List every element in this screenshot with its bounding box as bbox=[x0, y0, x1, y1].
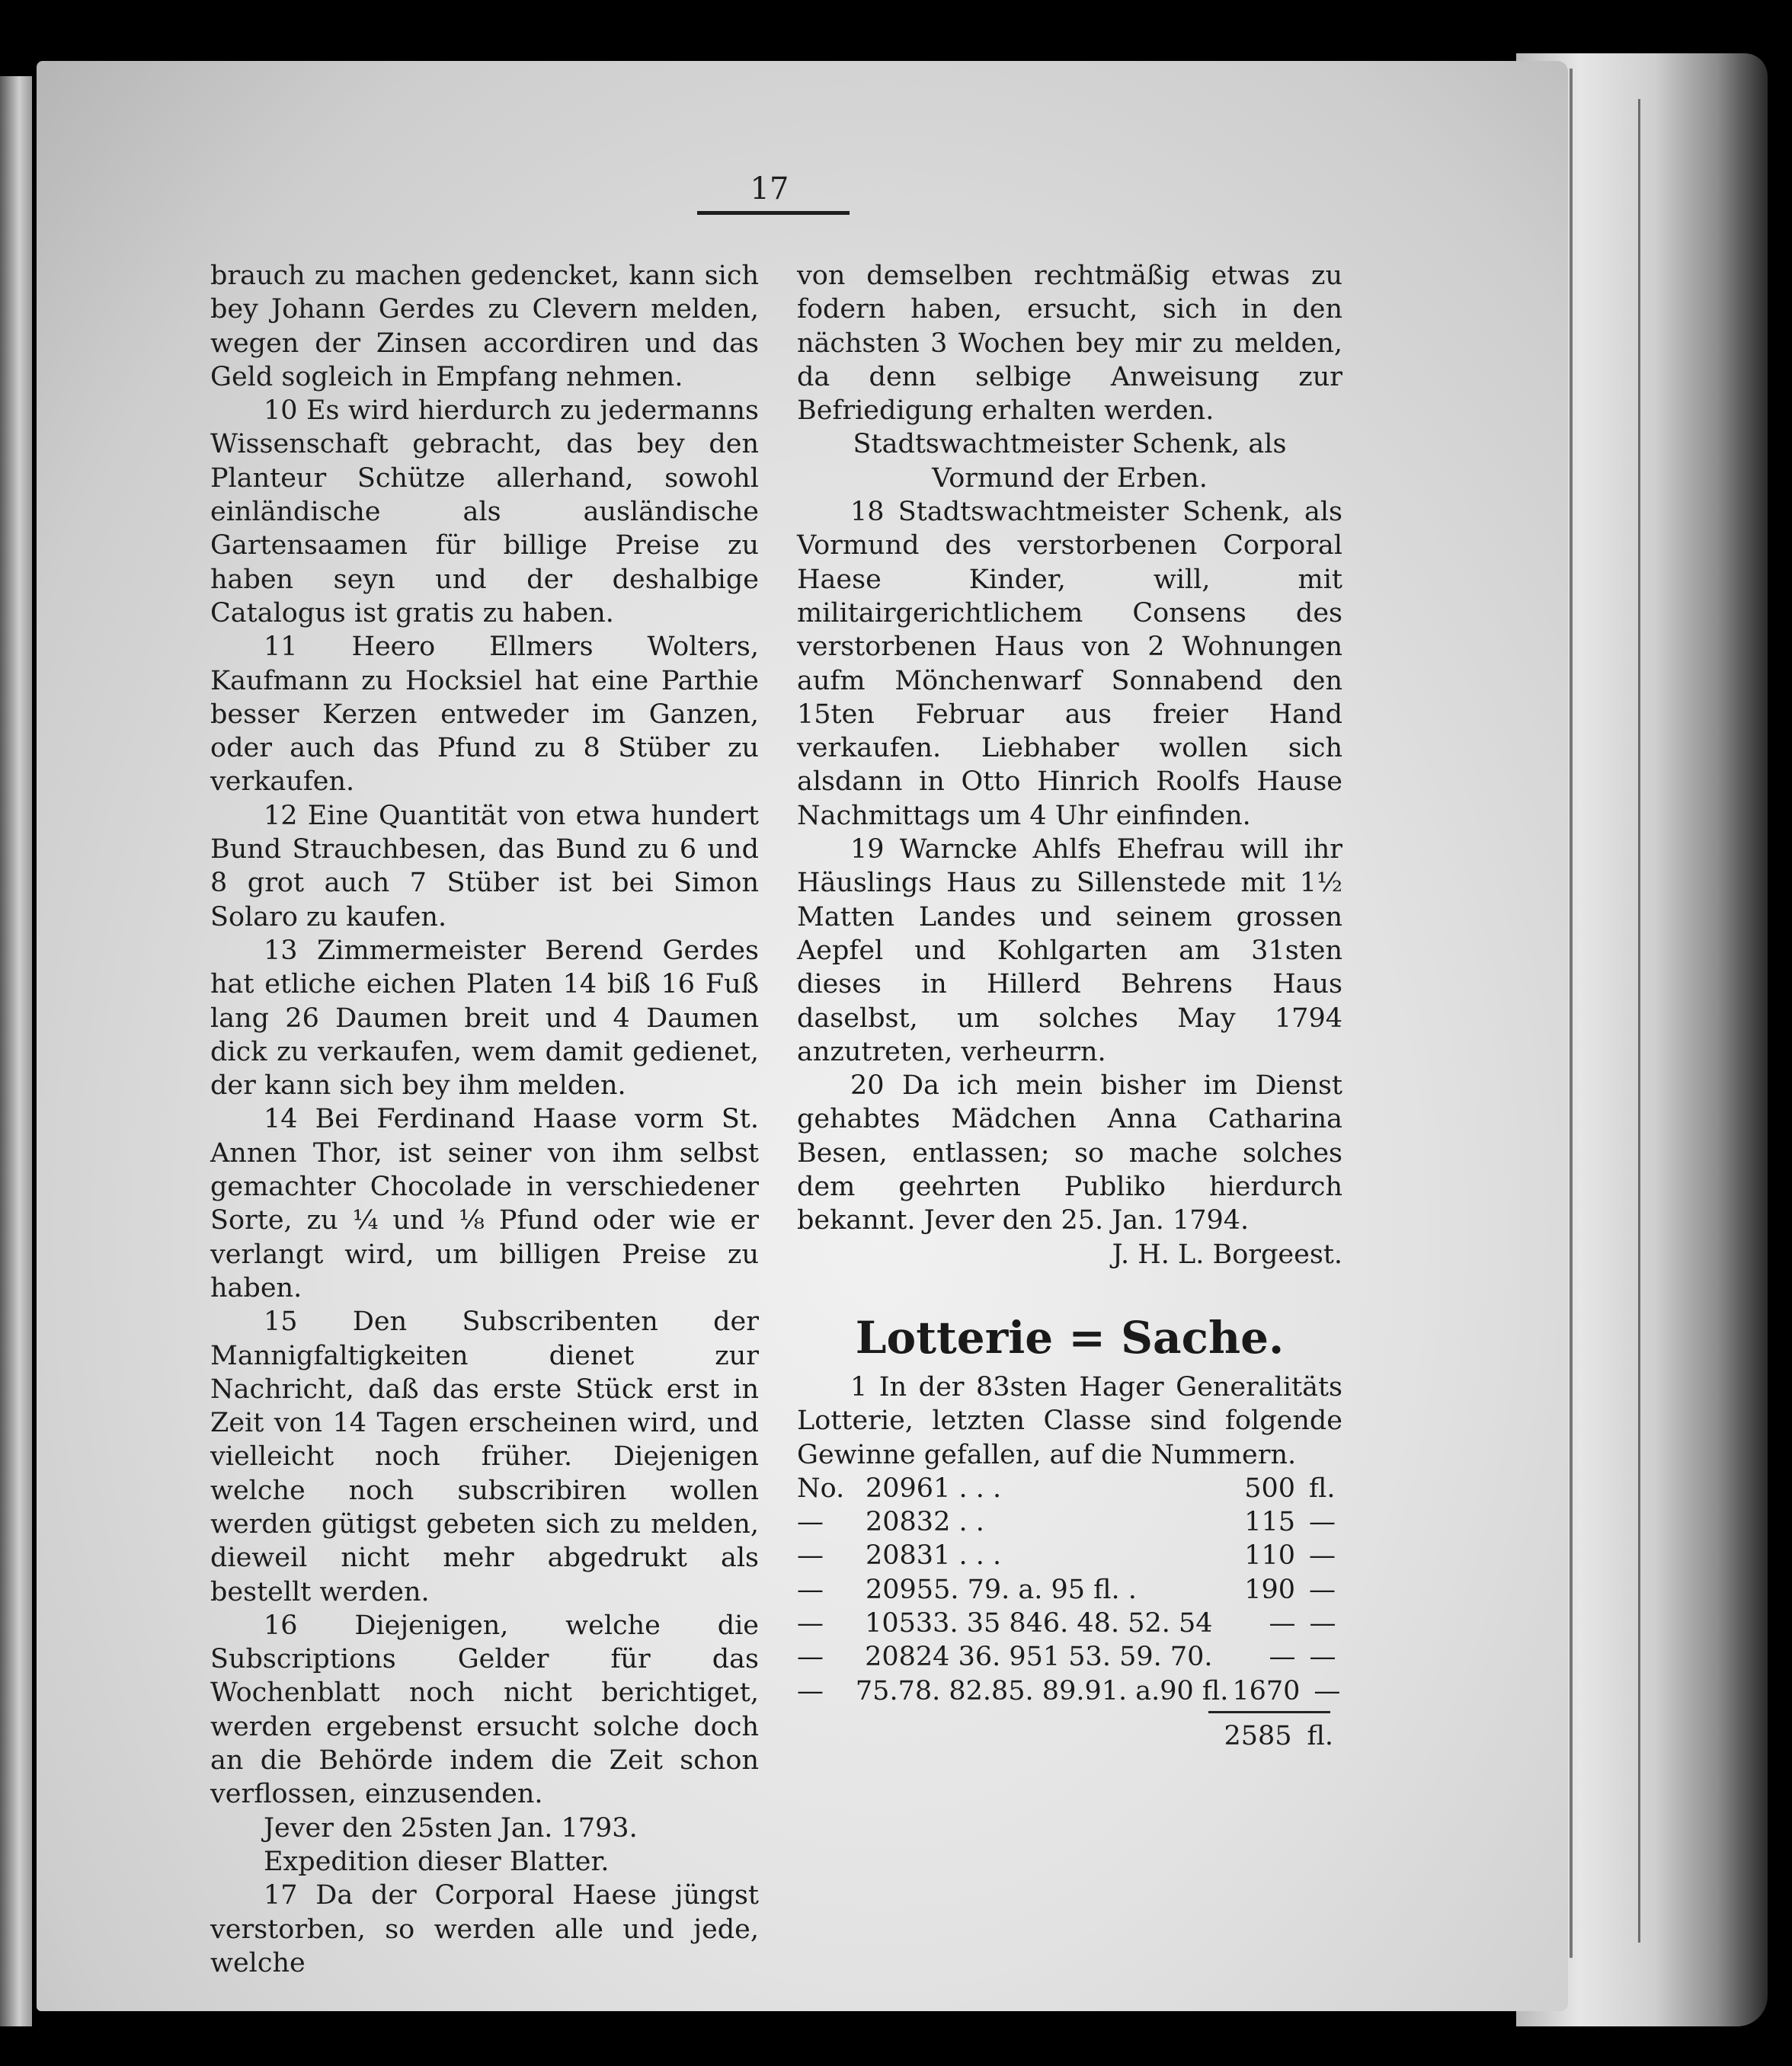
lotterie-row bbox=[797, 1674, 1342, 1708]
lotterie-row bbox=[797, 1472, 1342, 1505]
left-column-paragraph: 14 Bei Ferdinand Haase vorm St. Annen Thor, ist seiner von ihm selbst gemachter Chocolade in verschiedener Sorte, zu ¼ und ⅛ Pfund oder wie er verlangt wird, um billigen Preise zu haben. bbox=[210, 1104, 759, 1303]
lotterie-row-amount: — bbox=[1269, 1642, 1296, 1673]
lotterie-row-numbers: 20824 36. 951 53. 59. 70. bbox=[865, 1642, 1213, 1673]
page-number: 17 bbox=[750, 171, 789, 206]
lotterie-row-numbers: 10533. 35 846. 48. 52. 54 bbox=[865, 1607, 1213, 1639]
lotterie-row-numbers: 20961 . . . bbox=[866, 1473, 1002, 1504]
lotterie-row-amount: 115 bbox=[1244, 1507, 1295, 1538]
header-rule bbox=[697, 211, 850, 215]
left-column-paragraph: 12 Eine Quantität von etwa hundert Bund Strauchbesen, das Bund zu 6 und 8 grot auch 7 Stüber ist bei Simon Solaro zu kaufen. bbox=[210, 800, 759, 932]
lotterie-row-unit: — bbox=[1309, 1574, 1336, 1605]
left-column bbox=[210, 259, 759, 1980]
lotterie-row bbox=[797, 1607, 1342, 1640]
lotterie-row-amount: 110 bbox=[1244, 1540, 1295, 1572]
right-column-paragraph: 18 Stadtswachtmeister Schenk, als Vormund des verstorbenen Corporal Haese Kinder, will, mit militairgerichtlichem Consens des verstorbenen Haus von 2 Wohnungen aufm Mönchenwarf Sonnabend den 15ten Februar aus freier Hand verkaufen. Liebhaber wollen sich alsdann in Otto Hinrich Roolfs Hause Nachmittags um 4 Uhr einfinden. bbox=[797, 497, 1342, 831]
right-column-paragraph: 19 Warncke Ahlfs Ehefrau will ihr Häuslings Haus zu Sillenstede mit 1½ Matten Landes und seinem grossen Aepfel und Kohlgarten am 31sten dieses in Hillerd Behrens Haus daselbst, um solches May 1794 anzutreten, verheurrn. bbox=[797, 834, 1342, 1067]
left-column-paragraph: 15 Den Subscribenten der Mannigfaltigkeiten dienet zur Nachricht, daß das erste Stück erst in Zeit von 14 Tagen erscheinen wird, und vielleicht noch früher. Diejenigen welche noch subscribiren wollen werden gütigst gebeten sich zu melden, dieweil nicht mehr abgedrukt als bestellt werden. bbox=[210, 1306, 759, 1607]
lotterie-row-numbers: 20832 . . bbox=[866, 1507, 984, 1538]
left-page-edge bbox=[0, 76, 32, 2026]
left-column-paragraph: 13 Zimmermeister Berend Gerdes hat etliche eichen Platen 14 biß 16 Fuß lang 26 Daumen breit und 4 Daumen dick zu verkaufen, wem damit gedienet, der kann sich bey ihm melden. bbox=[210, 935, 759, 1102]
lotterie-row-prefix: — bbox=[797, 1675, 824, 1706]
lotterie-sum-rule bbox=[1208, 1711, 1330, 1713]
lotterie-row bbox=[797, 1573, 1342, 1607]
lotterie-row-unit: — bbox=[1309, 1507, 1336, 1538]
lotterie-row bbox=[797, 1505, 1342, 1539]
lotterie-row-unit: — bbox=[1309, 1607, 1336, 1639]
lotterie-row-prefix: No. bbox=[797, 1473, 845, 1504]
lotterie-row-numbers: 20955. 79. a. 95 fl. . bbox=[866, 1574, 1137, 1605]
lotterie-row-prefix: — bbox=[797, 1540, 824, 1572]
lotterie-row bbox=[797, 1539, 1342, 1572]
right-column-paragraph: von demselben rechtmäßig etwas zu fodern haben, ersucht, sich in den nächsten 3 Wochen bey mir zu melden, da denn selbige Anweisung zur Befriedigung erhalten werden. bbox=[797, 261, 1342, 427]
left-column-paragraph: 17 Da der Corporal Haese jüngst verstorben, so werden alle und jede, welche bbox=[210, 1880, 759, 1978]
lotterie-row-amount: — bbox=[1269, 1607, 1296, 1639]
lotterie-row-unit: fl. bbox=[1309, 1473, 1336, 1504]
left-column-paragraph: 10 Es wird hierdurch zu jedermanns Wissenschaft gebracht, das bey den Planteur Schütze allerhand, sowohl einländische als ausländische Gartensaamen für billige Preise zu haben seyn und der deshalbige Catalogus ist gratis zu haben. bbox=[210, 395, 759, 628]
lotterie-total bbox=[797, 1719, 1342, 1753]
right-column bbox=[797, 259, 1342, 1753]
lotterie-row-amount: 500 bbox=[1244, 1473, 1295, 1504]
lotterie-row-numbers: 20831 . . . bbox=[866, 1540, 1002, 1572]
lotterie-intro: 1 In der 83sten Hager Generalitäts Lotterie, letzten Classe sind folgende Gewinne gefallen, auf die Nummern. bbox=[797, 1371, 1342, 1470]
right-column-paragraph: Stadtswachtmeister Schenk, als Vormund der Erben. bbox=[853, 429, 1287, 494]
right-column-paragraph: 20 Da ich mein bisher im Dienst gehabtes Mädchen Anna Catharina Besen, entlassen; so mache solches dem geehrten Publiko hierdurch bekannt. Jever den 25. Jan. 1794. bbox=[797, 1070, 1342, 1236]
lotterie-row-prefix: — bbox=[797, 1507, 824, 1538]
lotterie-row-unit: — bbox=[1309, 1540, 1336, 1572]
left-column-paragraph: 16 Diejenigen, welche die Subscriptions Gelder für das Wochenblatt noch nicht berichtiget, werden ergebenst ersucht solche doch an die Behörde indem die Zeit schon verflossen, einzusenden. bbox=[210, 1610, 759, 1810]
lotterie-row-prefix: — bbox=[797, 1574, 824, 1605]
lotterie-row-amount: 190 bbox=[1244, 1574, 1295, 1605]
left-column-paragraph: 11 Heero Ellmers Wolters, Kaufmann zu Hocksiel hat eine Parthie besser Kerzen entweder im Ganzen, oder auch das Pfund zu 8 Stüber zu verkaufen. bbox=[210, 632, 759, 798]
lotterie-row-prefix: — bbox=[797, 1642, 824, 1673]
lotterie-table bbox=[797, 1472, 1342, 1708]
right-column-paragraph: J. H. L. Borgeest. bbox=[1112, 1239, 1342, 1270]
lotterie-row-amount: 1670 bbox=[1232, 1675, 1301, 1706]
lotterie-total-amount: 2585 bbox=[1224, 1720, 1292, 1751]
lotterie-row-unit: — bbox=[1309, 1642, 1336, 1673]
right-column-notices bbox=[797, 259, 1342, 1271]
lotterie-title: Lotterie = Sache. bbox=[855, 1311, 1285, 1364]
left-column-paragraph: Expedition dieser Blatter. bbox=[264, 1846, 610, 1877]
left-column-paragraph: brauch zu machen gedencket, kann sich bey Johann Gerdes zu Clevern melden, wegen der Zinsen accordiren und das Geld sogleich in Empfang nehmen. bbox=[210, 261, 759, 392]
lotterie-row-numbers: 75.78. 82.85. 89.91. a.90 fl. bbox=[855, 1675, 1229, 1706]
lotterie-total-unit: fl. bbox=[1307, 1720, 1333, 1751]
lotterie-row-prefix: — bbox=[797, 1607, 824, 1639]
left-column-paragraph: Jever den 25sten Jan. 1793. bbox=[264, 1812, 638, 1844]
lotterie-row-unit: — bbox=[1314, 1675, 1341, 1706]
lotterie-row bbox=[797, 1640, 1342, 1674]
